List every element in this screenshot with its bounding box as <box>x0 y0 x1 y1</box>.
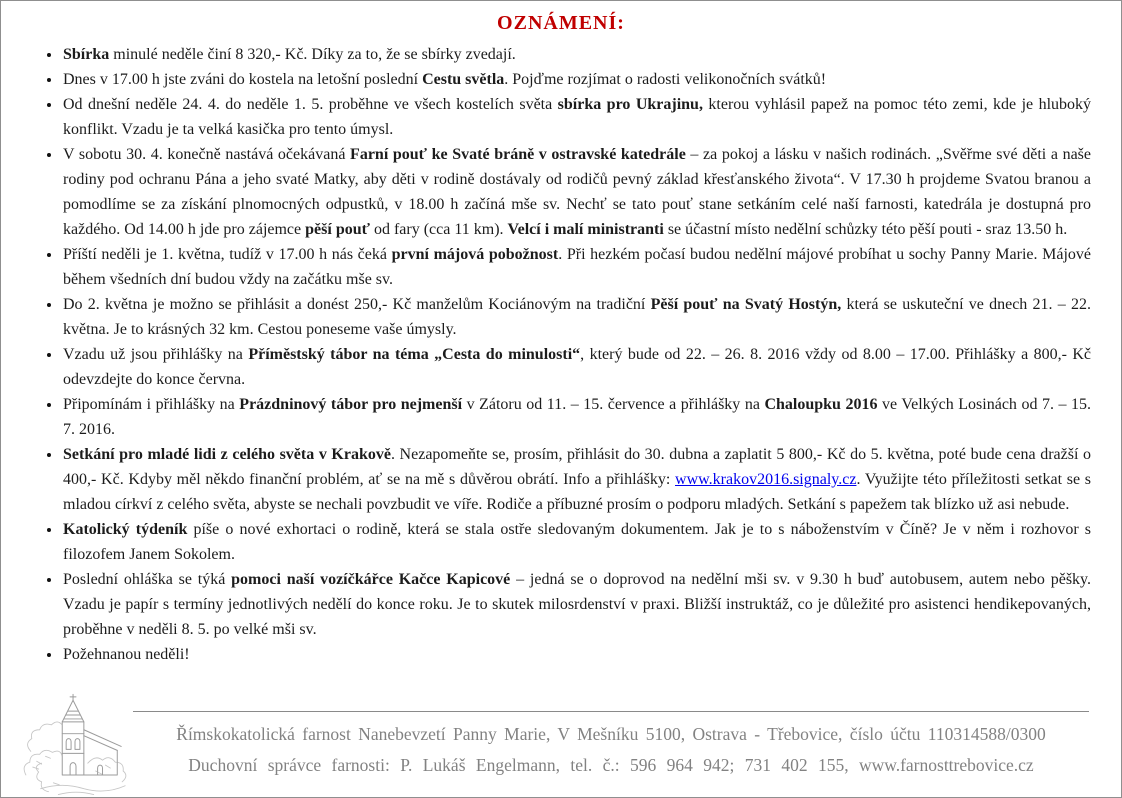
announcement-bold-text: Katolický týdeník <box>63 521 188 538</box>
announcement-bold-text: první májová pobožnost <box>391 246 559 263</box>
announcement-bold-text: Chaloupku 2016 <box>764 396 878 413</box>
announcement-text: píše o nové exhortaci o rodině, která se stala ostře sledovaným dokumentem. Jak je to s náboženstvím v Číně? Je v něm i rozhovor s filozofem Janem Sokolem. <box>63 521 1092 563</box>
church-sketch-icon <box>19 692 132 796</box>
announcement-item <box>62 42 1091 67</box>
footer <box>1 689 1121 797</box>
announcement-bold-text: Příměstský tábor na téma „Cesta do minulosti“ <box>248 346 581 363</box>
announcement-text: která se uskuteční ve dnech 21. – 22. května. Je to krásných 32 km. Cestou poneseme vaše úmysly. <box>63 296 1091 338</box>
announcement-bold-text: sbírka pro Ukrajinu, <box>557 96 703 113</box>
announcement-text: . Při hezkém počasí budou nedělní májové probíhat u sochy Panny Marie. Májové během všedních dní budou vždy na začátku mše sv. <box>63 246 1091 288</box>
announcement-item <box>62 92 1091 142</box>
announcement-bold-text: Pěší pouť na Svatý Hostýn, <box>650 296 842 313</box>
announcement-text: – jedná se o doprovod na nedělní mši sv. v 9.30 h buď autobusem, autem nebo pěšky. Vzadu je papír s termíny jednotlivých nedělí do konce roku. Je to skutek milosrdenství v praxi. Bližší instruktáž, co je důležité pro asistenci hendikepovaných, proběhne v neděli 8. 5. po velké mši sv. <box>63 571 1092 638</box>
announcement-bold-text: Setkání pro mladé lidi z celého světa v Krakově <box>63 446 391 463</box>
announcement-bold-text: Sbírka <box>63 46 110 63</box>
announcement-item <box>62 142 1091 242</box>
announcement-item <box>62 342 1091 392</box>
announcement-text: . Využijte této příležitosti setkat se s mladou církví z celého světa, abyste se nechali povzbudit ve víře. Rodiče a příbuzné prosím o podporu mladých. Setkání s papežem tak blízko už asi nebude. <box>63 471 1092 513</box>
page-title: OZNÁMENÍ: <box>497 12 625 34</box>
footer-line-2: Duchovní správce farnosti: P. Lukáš Engelmann, tel. č.: 596 964 942; 731 402 155, www.farnosttrebovice.cz <box>188 755 1034 775</box>
announcement-text: od fary (cca 11 km). <box>369 221 508 238</box>
announcement-bold-text: Farní pouť ke Svaté bráně v ostravské katedrále <box>350 146 686 163</box>
announcement-item <box>62 517 1091 567</box>
announcement-text: v Zátoru od 11. – 15. července a přihlášky na <box>462 396 765 413</box>
announcement-bold-text: Prázdninový tábor pro nejmenší <box>239 396 463 413</box>
announcements-section <box>1 42 1121 667</box>
announcement-text: se účastní místo nedělní schůzky této pěší pouti - sraz 13.50 h. <box>663 221 1068 238</box>
announcement-text: Příští neděli je 1. května, tudíž v 17.00 h nás čeká <box>63 246 392 263</box>
announcement-text: Vzadu už jsou přihlášky na <box>63 346 249 363</box>
announcement-item <box>62 292 1091 342</box>
announcement-bold-text: pěší pouť <box>305 221 370 238</box>
announcement-bold-text: Velcí i malí ministranti <box>507 221 664 238</box>
announcements-list <box>41 42 1091 667</box>
announcement-text: Dnes v 17.00 h jste zváni do kostela na letošní poslední <box>63 71 423 88</box>
announcement-text: . Nezapomeňte se, prosím, přihlásit do 30. dubna a zaplatit 5 800,- Kč do 5. května, poté bude cena dražší o 400,- Kč. Kdyby měl někdo finanční problém, ať se na mě s důvěrou obrátí. Info a přihlášky: <box>63 446 1091 488</box>
announcement-text: – za pokoj a lásku v našich rodinách. „Svěřme své děti a naše rodiny pod ochranu Pána a jeho svaté Matky, aby děti v rodině dostávaly od rodičů pevný základ křesťanského života“. V 17.30 h projdeme Svatou branou a pomodlíme se za získání plnomocných odpustků, v 18.00 h začíná mše sv. Nechť se tato pouť stane setkáním celé naší farnosti, katedrála je dostupná pro každého. Od 14.00 h jde pro zájemce <box>63 146 1092 238</box>
announcement-item <box>62 642 1091 667</box>
announcement-text: Poslední ohláška se týká <box>63 571 232 588</box>
footer-text-block <box>133 711 1089 797</box>
announcement-bold-text: Cestu světla <box>422 71 505 88</box>
announcement-item <box>62 67 1091 92</box>
footer-line-1: Římskokatolická farnost Nanebevzetí Panny Marie, V Mešníku 5100, Ostrava - Třebovice, číslo účtu 110314588/0300 <box>176 724 1046 744</box>
announcement-item <box>62 567 1091 642</box>
announcement-item <box>62 442 1091 517</box>
announcement-text: . Pojďme rozjímat o radosti velikonočních svátků! <box>504 71 827 88</box>
announcement-text: minulé neděle činí 8 320,- Kč. Díky za to, že se sbírky zvedají. <box>109 46 516 63</box>
announcement-text: Požehnanou neděli! <box>63 646 190 663</box>
announcement-text: Připomínám i přihlášky na <box>63 396 240 413</box>
krakov-link[interactable]: www.krakov2016.signaly.cz <box>675 471 857 488</box>
announcement-text: Do 2. května je možno se přihlásit a donést 250,- Kč manželům Kociánovým na tradiční <box>63 296 651 313</box>
announcement-text: Od dnešní neděle 24. 4. do neděle 1. 5. proběhne ve všech kostelích světa <box>63 96 558 113</box>
announcement-text: V sobotu 30. 4. konečně nastává očekávaná <box>63 146 351 163</box>
announcement-text: , který bude od 22. – 26. 8. 2016 vždy od 8.00 – 17.00. Přihlášky a 800,- Kč odevzdejte do konce června. <box>63 346 1092 388</box>
announcement-item <box>62 242 1091 292</box>
announcement-text: ve Velkých Losinách od 7. – 15. 7. 2016. <box>63 396 1092 438</box>
announcement-item <box>62 392 1091 442</box>
announcement-bold-text: pomoci naší vozíčkářce Kačce Kapicové <box>231 571 511 588</box>
announcement-text: kterou vyhlásil papež na pomoc této zemi, kde je hluboký konflikt. Vzadu je ta velká kasička pro tento úmysl. <box>63 96 1092 138</box>
